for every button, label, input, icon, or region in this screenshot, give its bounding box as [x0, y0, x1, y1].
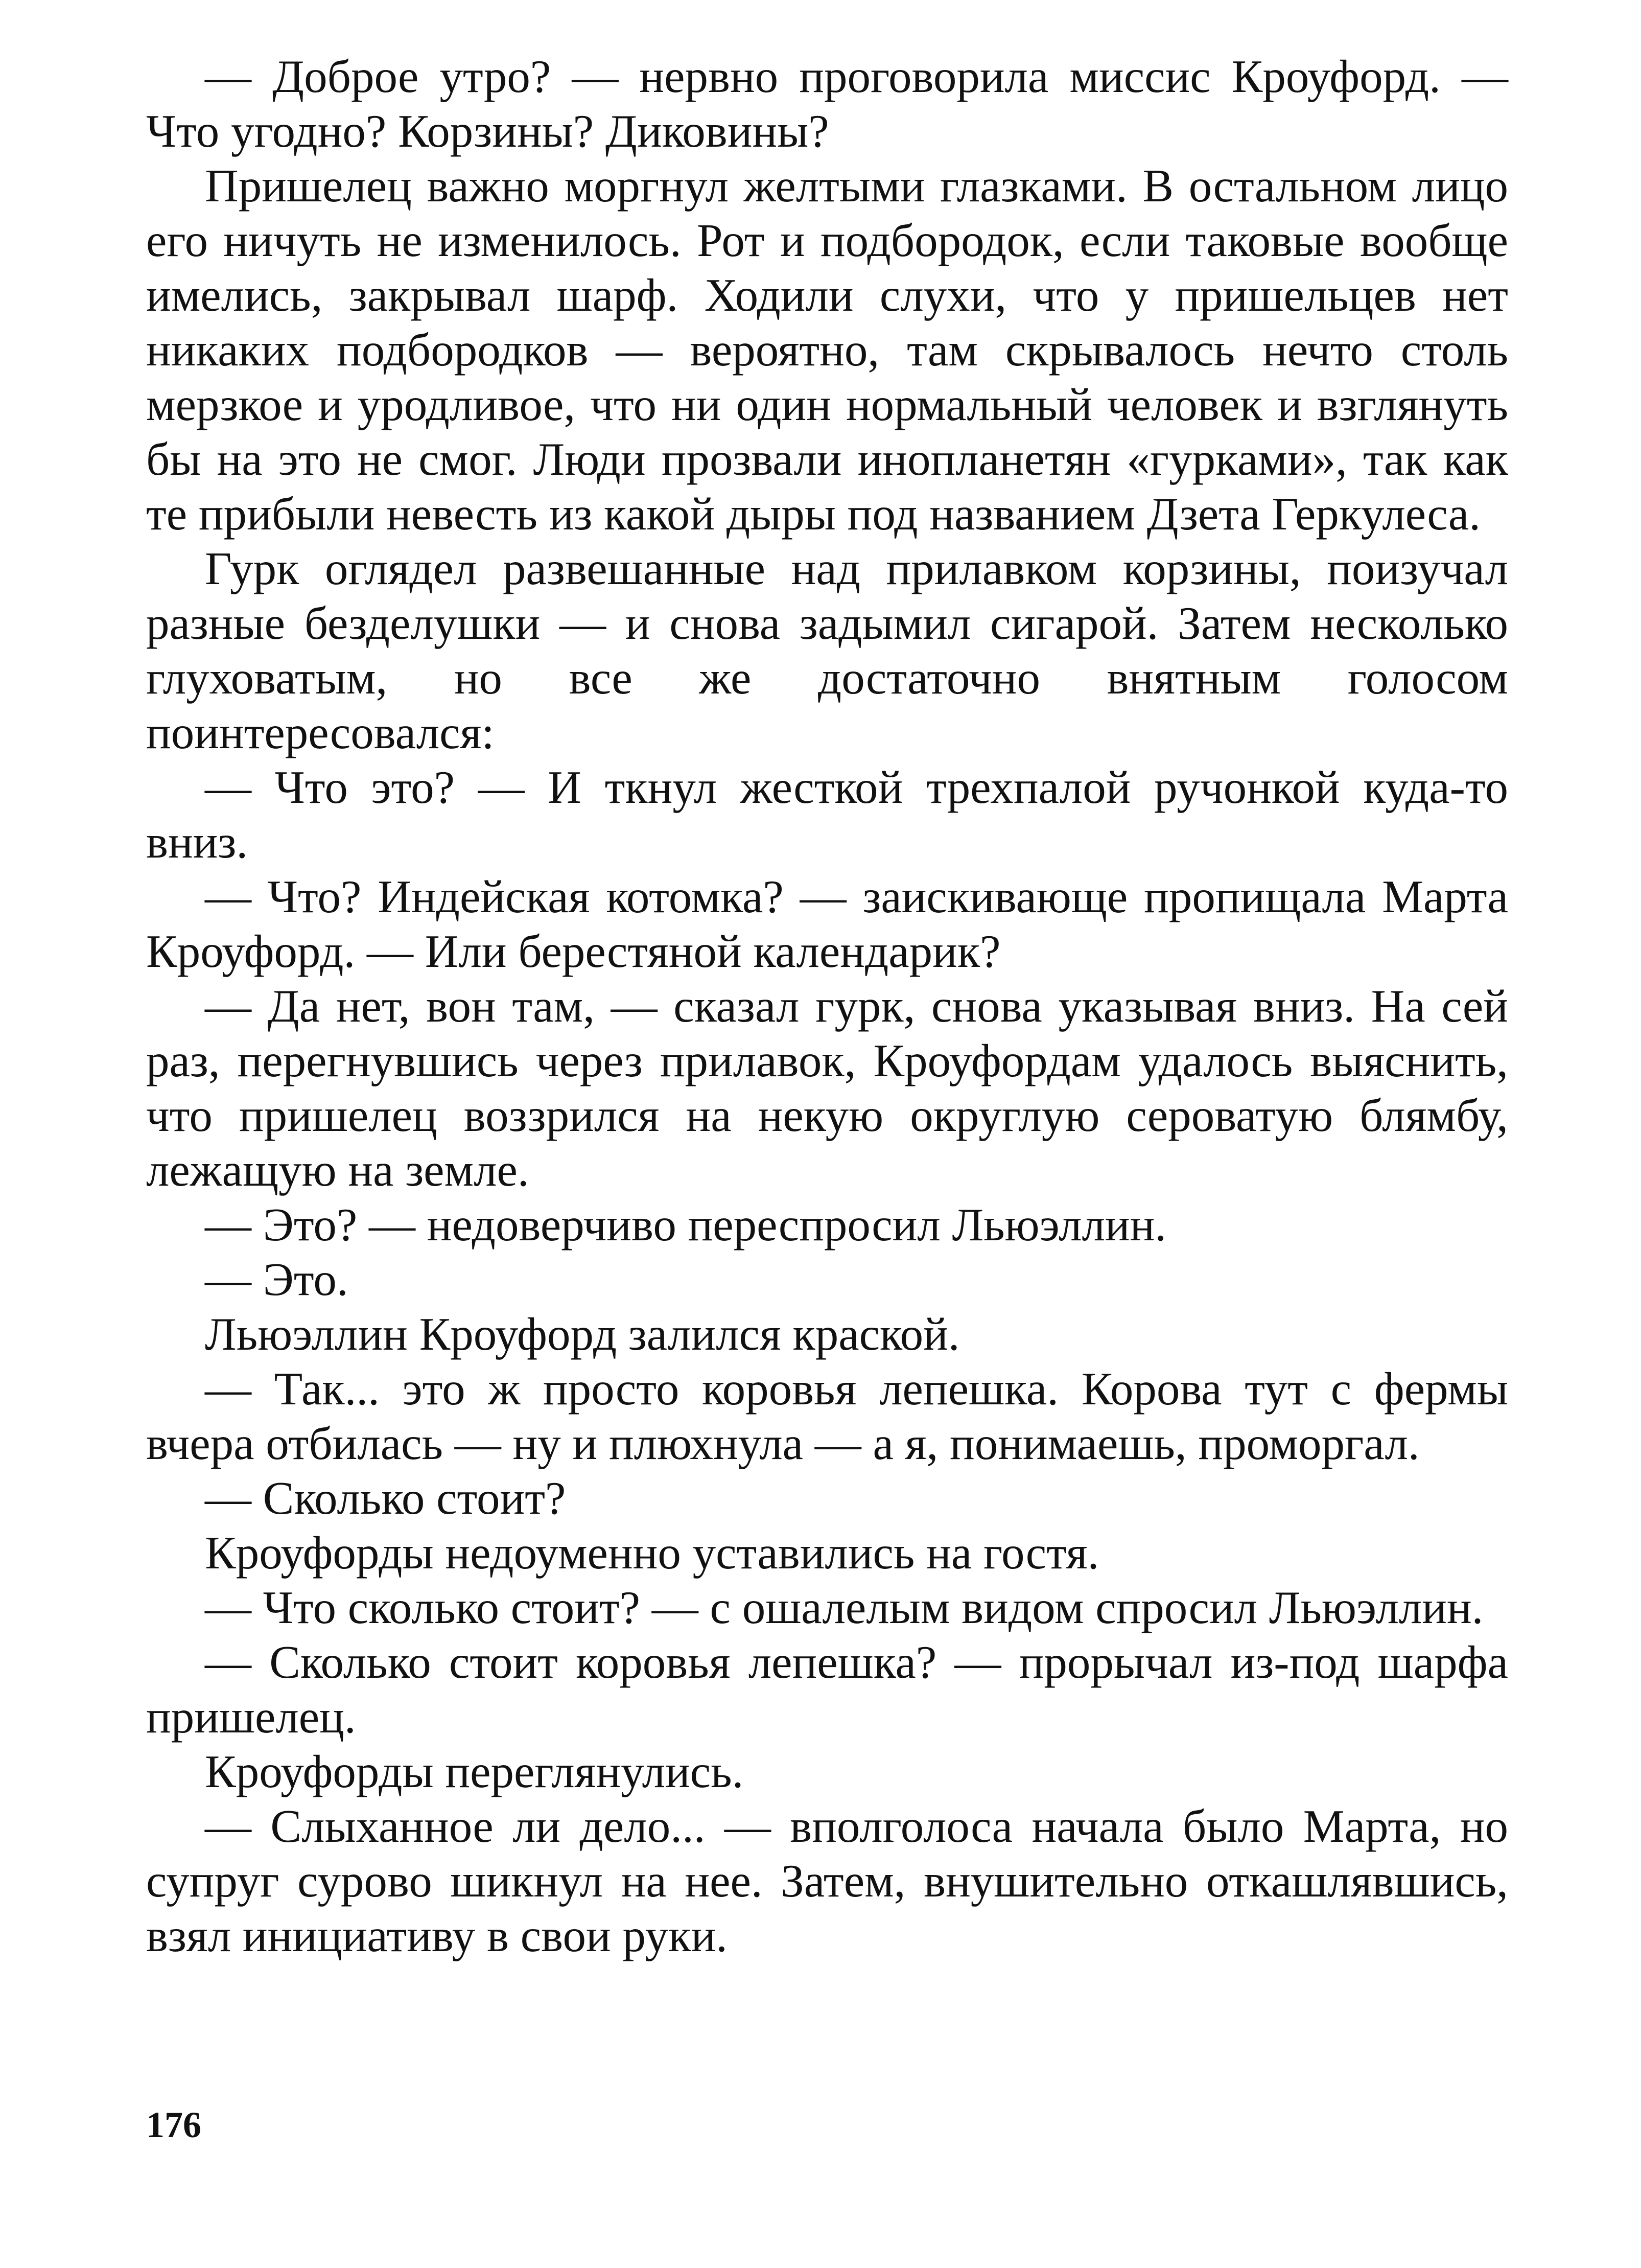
paragraph-6: — Да нет, вон там, — сказал гурк, снова указывая вниз. На сей раз, перегнувшись через прилавок, Кроуфордам удалось выяснить, что пришелец воззрился на некую округлую сероватую блямбу, лежащую на земле. — [146, 980, 1508, 1196]
paragraph-11: — Сколько стоит? — [205, 1472, 566, 1524]
paragraph-9: Льюэллин Кроуфорд залился краской. — [205, 1308, 960, 1360]
paragraph-5: — Что? Индейская котомка? — заискивающе пропищала Марта Кроуфорд. — Или берестяной календарик? — [146, 871, 1508, 977]
paragraph-15: Кроуфорды переглянулись. — [205, 1746, 744, 1797]
paragraph-14: — Сколько стоит коровья лепешка? — прорычал из-под шарфа пришелец. — [146, 1636, 1508, 1743]
paragraph-16: — Слыханное ли дело... — вполголоса начала было Марта, но супруг сурово шикнул на нее. Затем, внушительно откашлявшись, взял инициативу в свои руки. — [146, 1800, 1508, 1961]
paragraph-7: — Это? — недоверчиво переспросил Льюэллин. — [205, 1199, 1167, 1251]
paragraph-13: — Что сколько стоит? — с ошалелым видом спросил Льюэллин. — [205, 1582, 1484, 1633]
body-text — [146, 49, 1508, 1963]
page-number: 176 — [146, 2104, 201, 2145]
paragraph-10: — Так... это ж просто коровья лепешка. Корова тут с фермы вчера отбилась — ну и плюхнула — а я, понимаешь, проморгал. — [146, 1363, 1508, 1469]
paragraph-3: Гурк оглядел развешанные над прилавком корзины, поизучал разные безделушки — и снова задымил сигарой. Затем несколько глуховатым, но все же достаточно внятным голосом поинтересовался: — [146, 543, 1508, 758]
paragraph-2: Пришелец важно моргнул желтыми глазками. В остальном лицо его ничуть не изменилось. Рот и подбородок, если таковые вообще имелись, закрывал шарф. Ходили слухи, что у пришельцев нет никаких подбородков — вероятно, там скрывалось нечто столь мерзкое и уродливое, что ни один нормальный человек и взглянуть бы на это не смог. Люди прозвали инопланетян «гурками», так как те прибыли невесть из какой дыры под названием Дзета Геркулеса. — [146, 160, 1508, 540]
paragraph-12: Кроуфорды недоуменно уставились на гостя. — [205, 1527, 1099, 1579]
paragraph-4: — Что это? — И ткнул жесткой трехпалой ручонкой куда-то вниз. — [146, 761, 1508, 868]
paragraph-1: — Доброе утро? — нервно проговорила миссис Кроуфорд. — Что угодно? Корзины? Диковины? — [146, 51, 1508, 157]
paragraph-8: — Это. — [205, 1254, 348, 1305]
